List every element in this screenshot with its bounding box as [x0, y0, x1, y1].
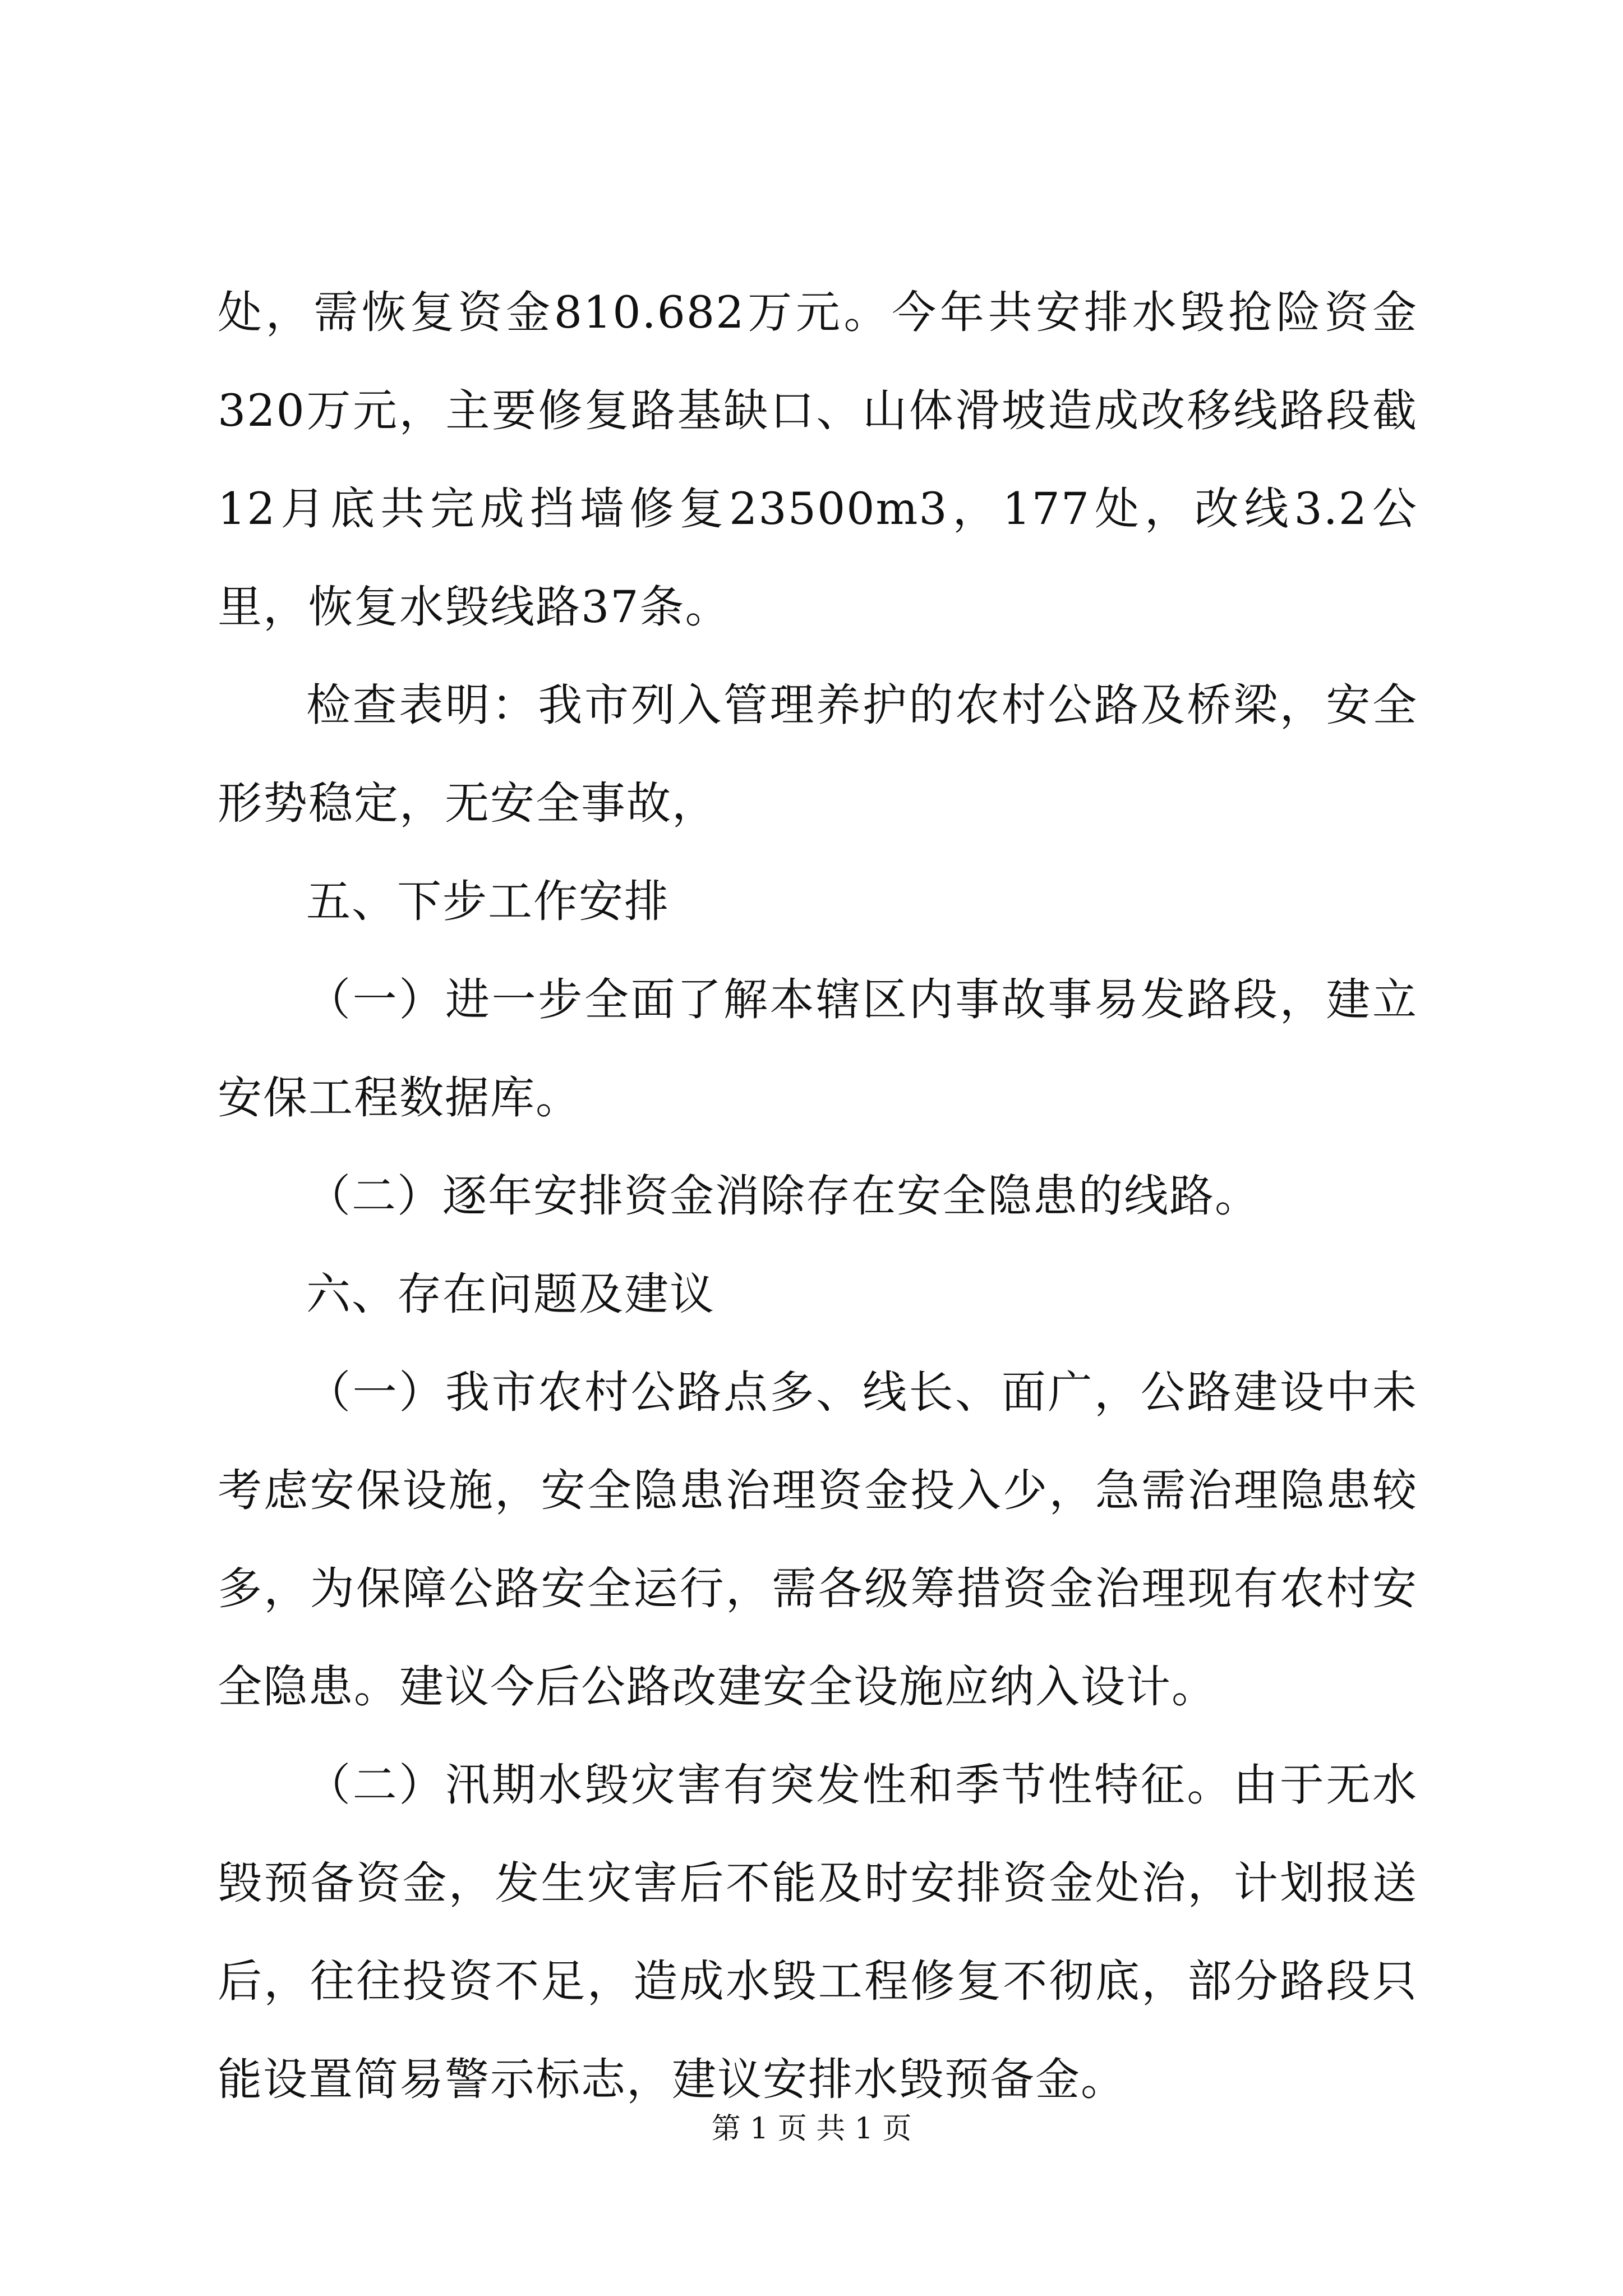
paragraph-inspection-result: 检查表明：我市列入管理养护的农村公路及桥梁，安全形势稳定，无安全事故， — [218, 679, 1418, 829]
section-heading-problems: 六、存在问题及建议 — [306, 1268, 715, 1320]
section-heading-next-steps: 五、下步工作安排 — [306, 876, 670, 927]
paragraph-next-step-1: （一）进一步全面了解本辖区内事故事易发路段，建立安保工程数据库。 — [218, 974, 1418, 1124]
paragraph-problem-1: （一）我市农村公路点多、线长、面广，公路建设中未考虑安保设施，安全隐患治理资金投入少，急需治理隐患较多，为保障公路安全运行，需各级筹措资金治理现有农村安全隐患。建议今后公路改建安全设施应纳入设计。 — [218, 1366, 1418, 1713]
paragraph-funding-summary: 处，需恢复资金810.682万元。今年共安排水毁抢险资金320万元，主要修复路基缺口、山体滑坡造成改移线路段截12月底共完成挡墙修复23500m3，177处，改线3.2公里，恢复水毁线路37条。 — [218, 287, 1418, 633]
paragraph-next-step-2: （二）逐年安排资金消除存在安全隐患的线路。 — [306, 1170, 1260, 1222]
page-number-label: 第 1 页 共 1 页 — [711, 2112, 912, 2146]
page-footer — [0, 2106, 1623, 2151]
paragraph-problem-2: （二）汛期水毁灾害有突发性和季节性特征。由于无水毁预备资金，发生灾害后不能及时安排资金处治，计划报送后，往往投资不足，造成水毁工程修复不彻底，部分路段只能设置简易警示标志，建议安排水毁预备金。 — [218, 1759, 1418, 2105]
document-body — [218, 264, 1418, 2129]
